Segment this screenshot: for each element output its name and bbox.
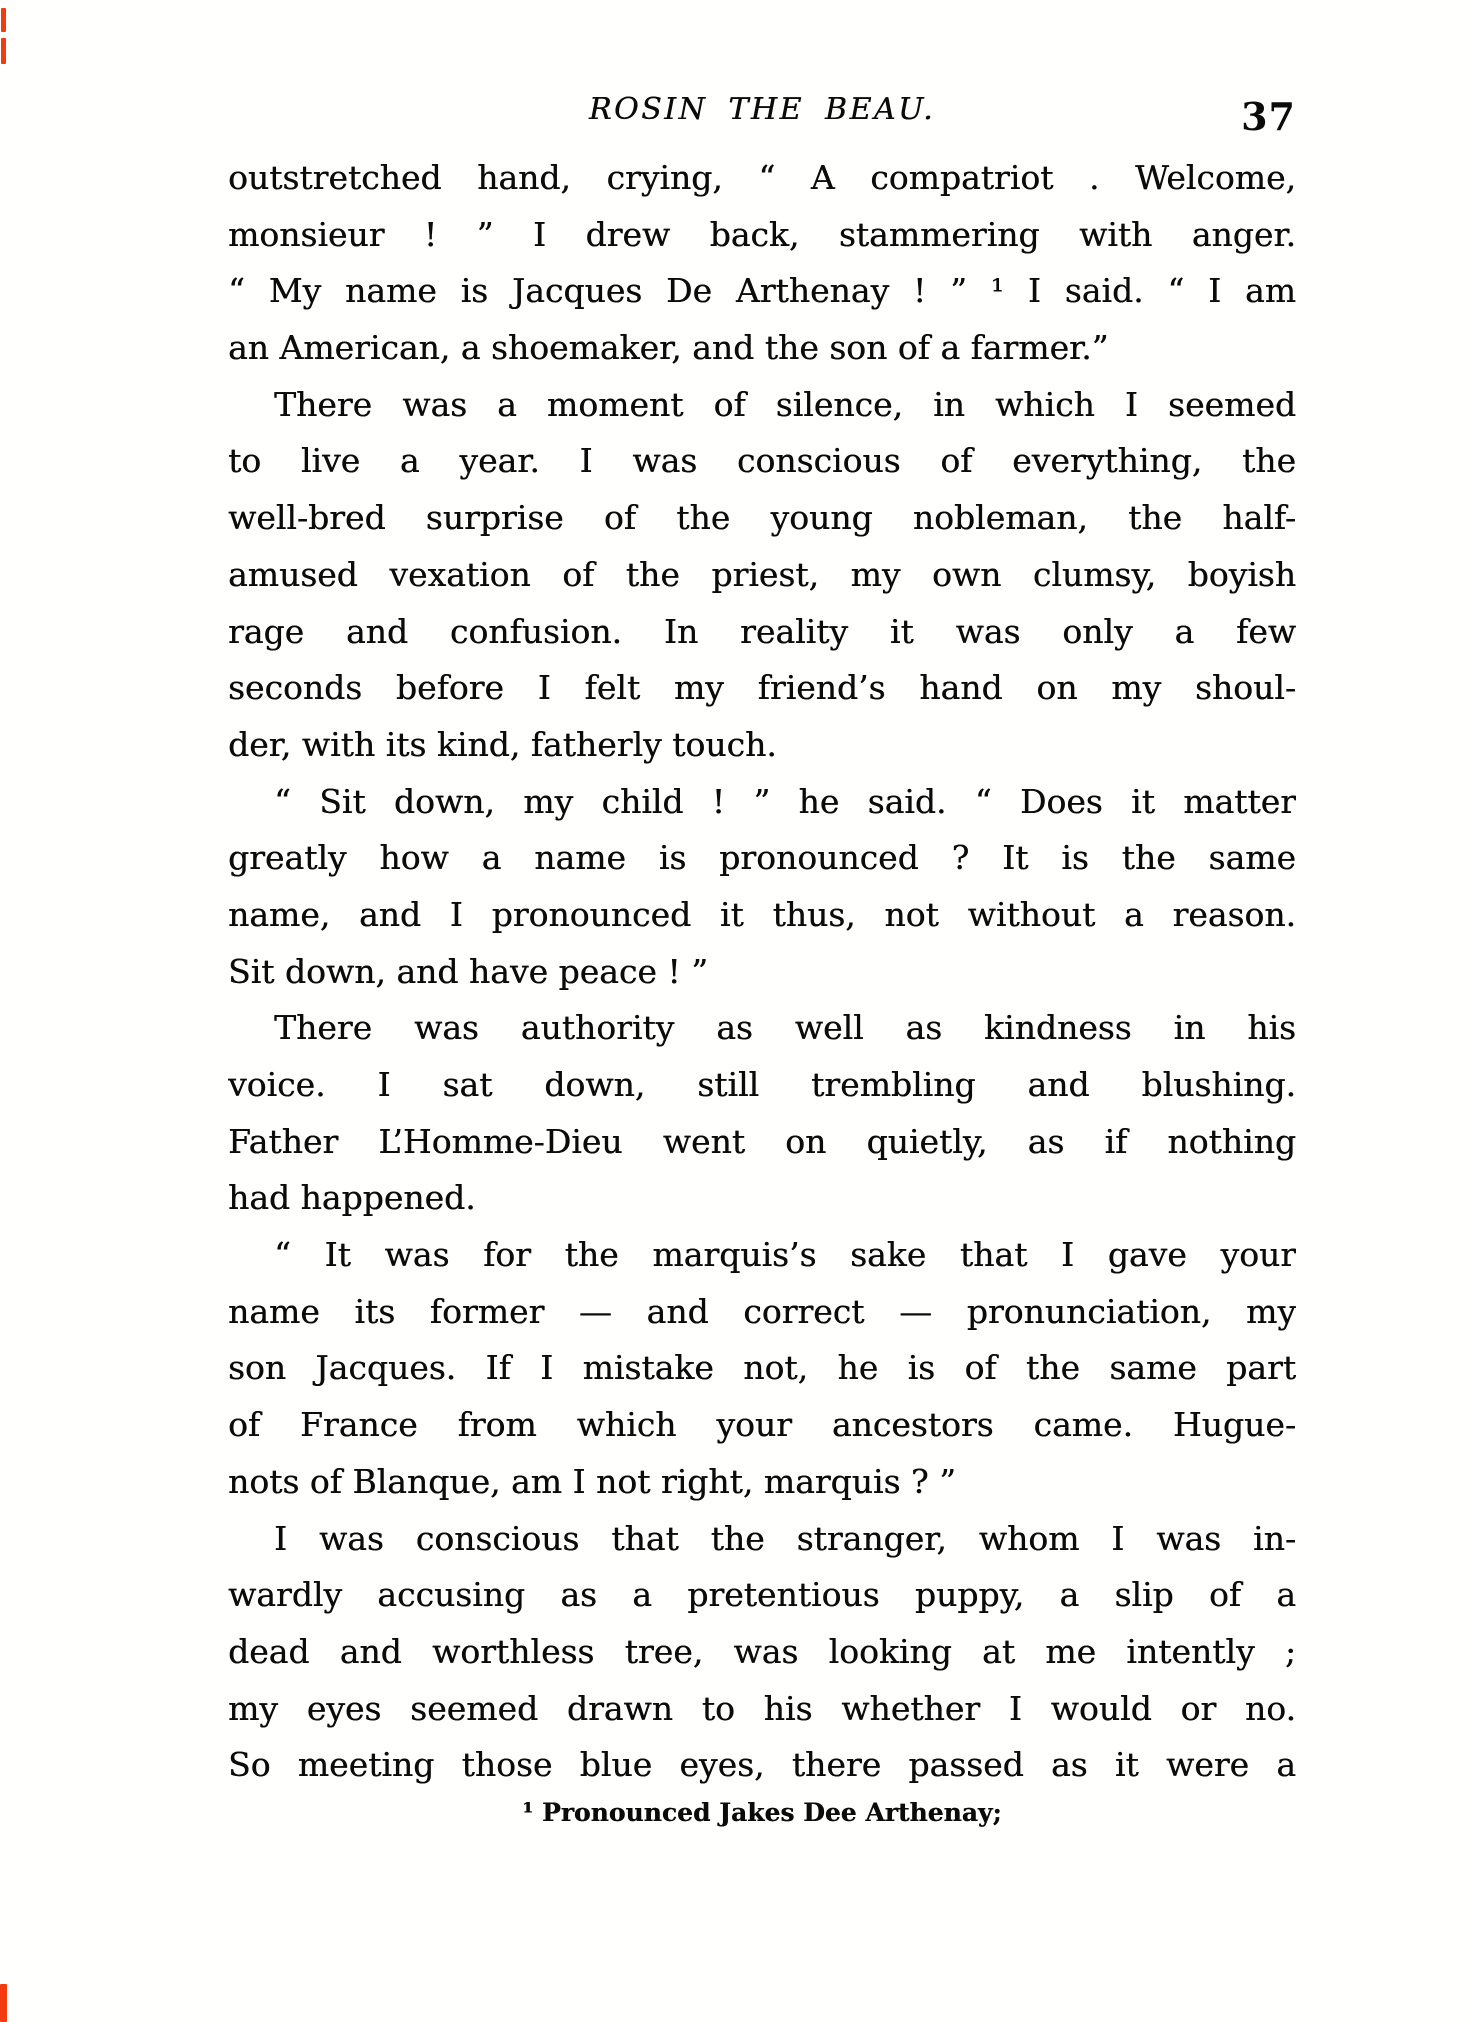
text-line: Sit down, and have peace ! ” [228,951,708,991]
text-line: had happened. [228,1178,476,1218]
running-head [228,92,1296,152]
text-line: I was conscious that the stranger, whom I was in- [274,1518,1296,1558]
text-line: well-bred surprise of the young nobleman, the half- [228,498,1296,538]
text-line: monsieur ! ” I drew back, stammering with anger. [228,214,1296,254]
text-line: seconds before I felt my friend’s hand on my shoul- [228,668,1296,708]
text-line: der, with its kind, fatherly touch. [228,724,777,764]
text-line: name, and I pronounced it thus, not without a reason. [228,894,1296,934]
text-line: greatly how a name is pronounced ? It is the same [228,838,1296,878]
text-line: voice. I sat down, still trembling and blushing. [228,1065,1296,1104]
footnote: ¹ Pronounced Jakes Dee Arthenay; [522,1798,1002,1827]
text-line: dead and worthless tree, was looking at me intently ; [228,1631,1296,1671]
text-line: name its former — and correct — pronunciation, my [228,1291,1296,1331]
text-line: There was authority as well as kindness in his [274,1008,1296,1048]
text-line: nots of Blanque, am I not right, marquis ? ” [228,1461,956,1501]
text-line: my eyes seemed drawn to his whether I would or no. [228,1688,1296,1728]
text-line: “ My name is Jacques De Arthenay ! ” ¹ I said. “ I am [228,271,1296,311]
red-edge-mark [1,38,6,64]
page-number: 37 [1241,94,1296,139]
red-edge-mark [1,8,6,32]
page-title: ROSIN THE BEAU. [588,92,936,127]
text-line: rage and confusion. In reality it was only a few [228,611,1296,651]
text-line: So meeting those blue eyes, there passed as it were a [228,1745,1296,1785]
text-line: Father L’Homme-Dieu went on quietly, as if nothing [228,1121,1296,1161]
text-line: “ Sit down, my child ! ” he said. “ Does it matter [274,781,1296,821]
text-line: outstretched hand, crying, “ A compatriot . Welcome, [228,158,1296,197]
text-line: wardly accusing as a pretentious puppy, a slip of a [228,1575,1296,1615]
text-line: son Jacques. If I mistake not, he is of the same part [228,1348,1296,1388]
red-edge-mark [0,1984,7,2022]
text-line: an American, a shoemaker, and the son of a farmer.” [228,328,1109,368]
text-line: of France from which your ancestors came. Hugue- [228,1405,1296,1445]
text-line: There was a moment of silence, in which I seemed [274,384,1296,424]
body-text [228,150,1296,1794]
text-line: to live a year. I was conscious of everything, the [228,441,1296,481]
text-line: amused vexation of the priest, my own clumsy, boyish [228,554,1296,594]
text-line: “ It was for the marquis’s sake that I gave your [274,1235,1296,1275]
